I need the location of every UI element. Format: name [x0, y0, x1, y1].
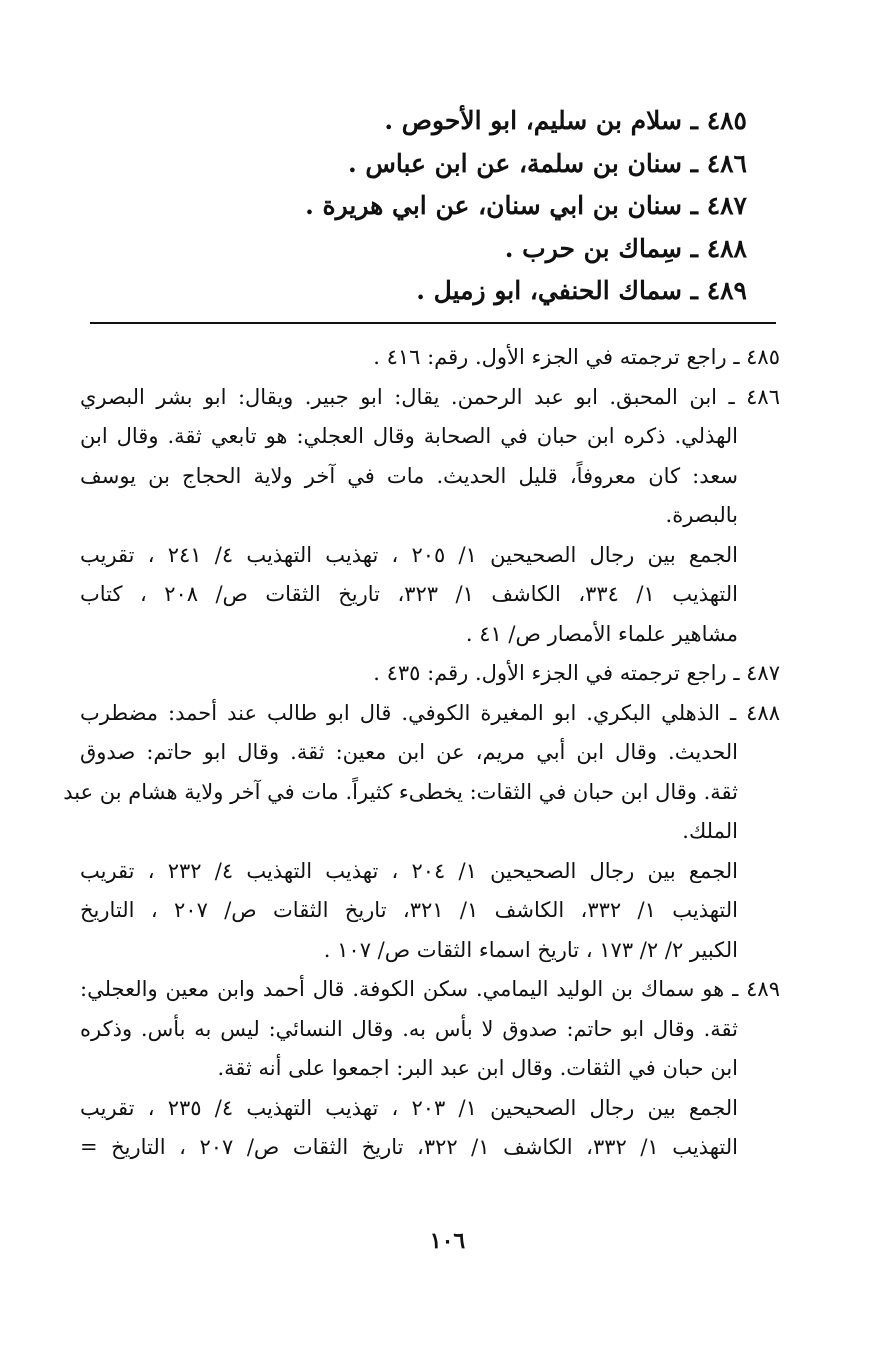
footnote-separator — [90, 322, 776, 324]
footnote-source-line: التهذيب ١/ ٣٣٤، الكاشف ١/ ٣٢٣، تاريخ الثقات ص/ ٢٠٨ ، كتاب — [80, 582, 738, 606]
footnote-line: ثقة. وقال ابو حاتم: صدوق لا بأس به. وقال النسائي: ليس به بأس. وذكره — [80, 1016, 738, 1041]
footnote-source-line: التهذيب ١/ ٣٣٢، الكاشف ١/ ٣٢٢، تاريخ الثقات ص/ ٢٠٧ ، التاريخ = — [80, 1135, 738, 1159]
footnote-line: ٤٨٩ ـ هو سماك بن الوليد اليمامي. سكن الكوفة. قال أحمد وابن معين والعجلي: — [80, 977, 780, 1001]
footnote-line: الملك. — [682, 819, 738, 843]
footnote-source-line: الجمع بين رجال الصحيحين ١/ ٢٠٤ ، تهذيب التهذيب ٤/ ٢٣٢ ، تقريب — [80, 858, 738, 883]
footnote-source-line: الجمع بين رجال الصحيحين ١/ ٢٠٣ ، تهذيب التهذيب ٤/ ٢٣٥ ، تقريب — [80, 1095, 738, 1120]
footnote-source-line: التهذيب ١/ ٣٣٢، الكاشف ١/ ٣٢١، تاريخ الثقات ص/ ٢٠٧ ، التاريخ — [80, 898, 738, 922]
footnote-line: الحديث. وقال ابن أبي مريم، عن ابن معين: ثقة. وقال ابو حاتم: صدوق — [80, 740, 738, 764]
footnote-line: ثقة. وقال ابن حبان في الثقات: يخطىء كثيراً. مات في آخر ولاية هشام بن عبد — [63, 779, 738, 804]
entry-heading: ٤٨٨ ـ سِماك بن حرب . — [504, 233, 747, 263]
footnote-line: بالبصرة. — [665, 503, 738, 527]
entry-heading: ٤٨٩ ـ سماك الحنفي، ابو زميل . — [416, 276, 747, 305]
footnote-line: ٤٨٧ ـ راجع ترجمته في الجزء الأول. رقم: ٤٣٥ . — [373, 661, 780, 685]
footnotes — [63, 338, 780, 1168]
entry-headings — [305, 100, 747, 313]
page-number: ١٠٦ — [429, 1228, 466, 1254]
footnote-line: ٤٨٨ ـ الذهلي البكري. ابو المغيرة الكوفي. قال ابو طالب عند أحمد: مضطرب — [80, 700, 780, 725]
footnote-line: ابن حبان في الثقات. وقال ابن عبد البر: اجمعوا على أنه ثقة. — [217, 1056, 738, 1080]
footnote-line: ٤٨٥ ـ راجع ترجمته في الجزء الأول. رقم: ٤١٦ . — [373, 345, 780, 369]
footnote-source-line: الكبير ٢/ ٢/ ١٧٣ ، تاريخ اسماء الثقات ص/ ١٠٧ . — [323, 937, 738, 962]
footnote-source-line: مشاهير علماء الأمصار ص/ ٤١ . — [465, 621, 738, 646]
entry-heading: ٤٨٥ ـ سلام بن سليم، ابو الأحوص . — [384, 106, 747, 135]
footnote-line: سعد: كان معروفاً، قليل الحديث. مات في آخر ولاية الحجاج بن يوسف — [80, 463, 738, 488]
footnote-source-line: الجمع بين رجال الصحيحين ١/ ٢٠٥ ، تهذيب التهذيب ٤/ ٢٤١ ، تقريب — [80, 542, 738, 567]
footnote-line: ٤٨٦ ـ ابن المحبق. ابو عبد الرحمن. يقال: ابو جبير. ويقال: ابو بشر البصري — [80, 384, 780, 409]
footnote-line: الهذلي. ذكره ابن حبان في الصحابة وقال العجلي: هو تابعي ثقة. وقال ابن — [80, 424, 738, 448]
entry-heading: ٤٨٦ ـ سنان بن سلمة، عن ابن عباس . — [347, 148, 747, 178]
entry-heading: ٤٨٧ ـ سنان بن ابي سنان، عن ابي هريرة . — [305, 191, 747, 220]
